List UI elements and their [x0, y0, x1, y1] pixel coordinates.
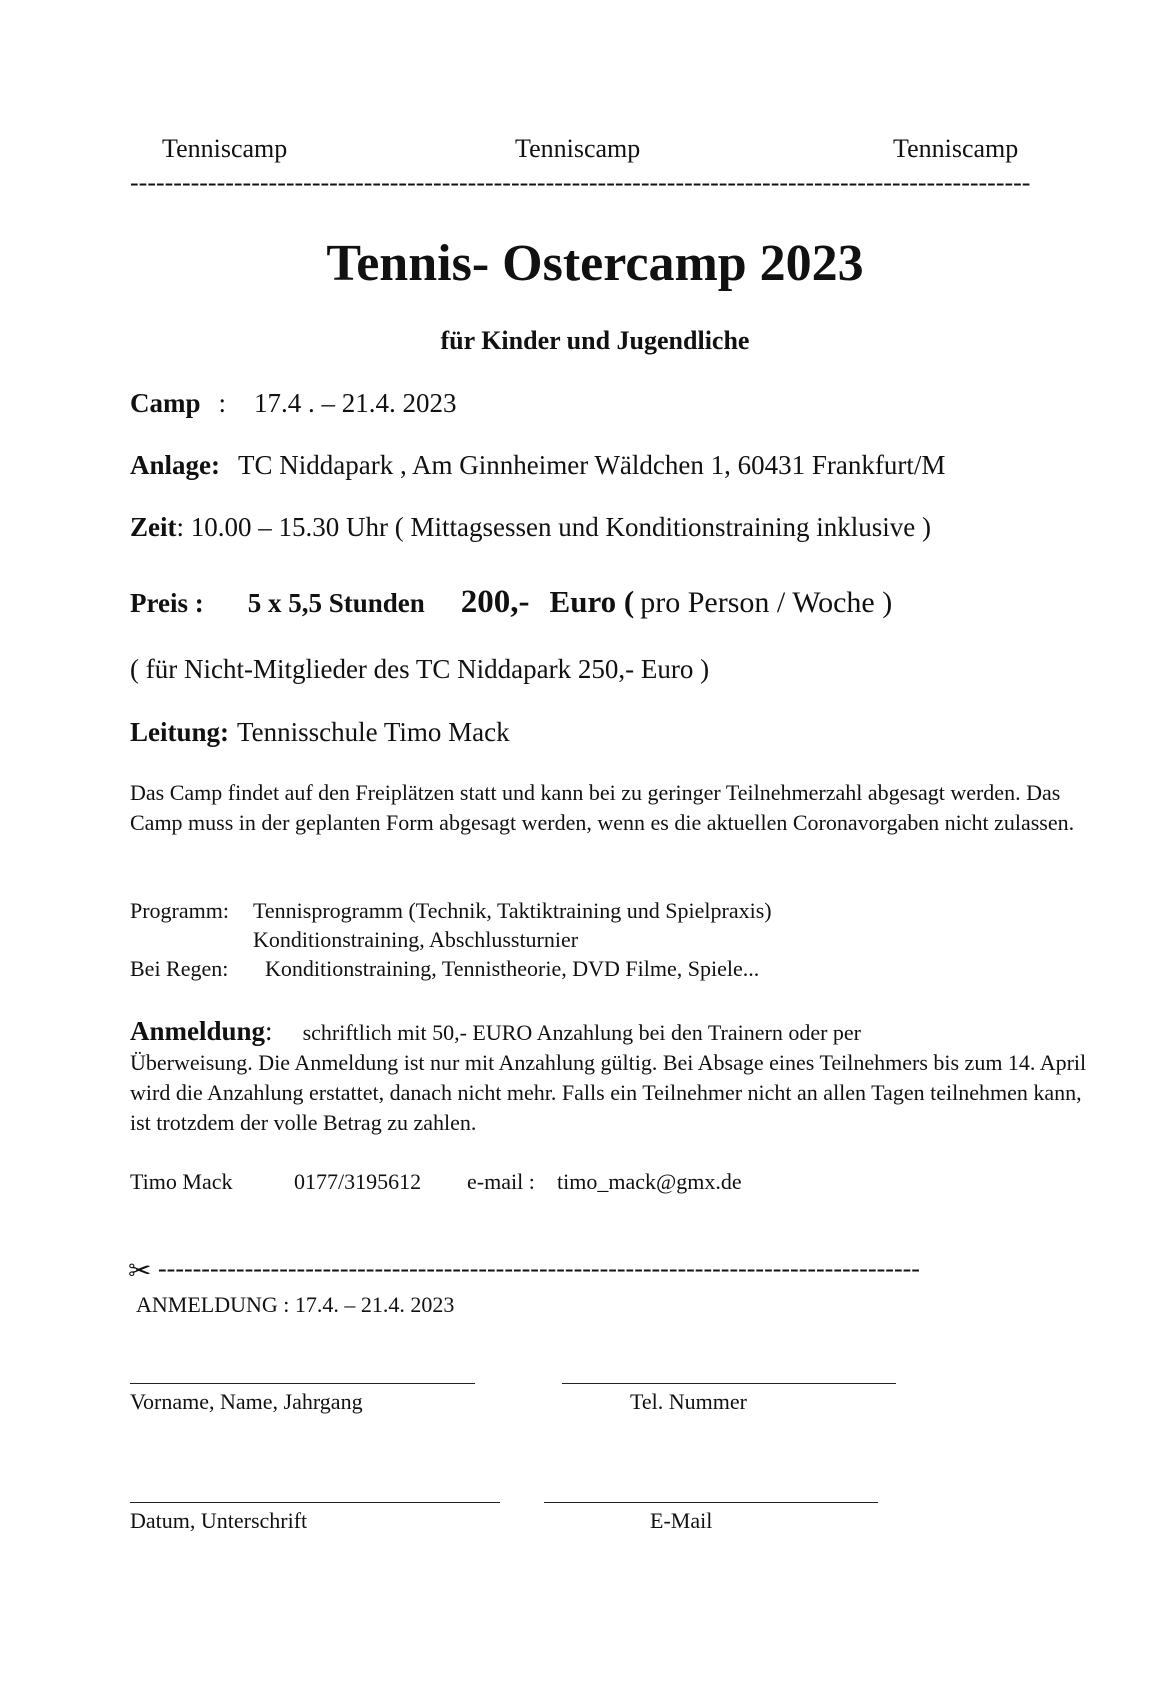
anlage-label: Anlage:: [130, 450, 220, 480]
name-field-line[interactable]: [130, 1383, 475, 1384]
email-field-label: E-Mail: [650, 1508, 713, 1533]
header-right: Tenniscamp: [893, 134, 1019, 163]
preis-per: pro Person / Woche ): [640, 586, 893, 619]
nonmember-note: ( für Nicht-Mitglieder des TC Niddapark 250,- Euro ): [130, 654, 710, 684]
zeit-value: : 10.00 – 15.30 Uhr ( Mittagsessen und Konditionstraining inklusive ): [176, 512, 931, 542]
email-field-line[interactable]: [544, 1502, 878, 1503]
page-subtitle: für Kinder und Jugendliche: [440, 326, 750, 355]
anmeldung-label: Anmeldung: [130, 1016, 266, 1046]
programm-label: Programm:: [130, 898, 229, 923]
preis-label: Preis :: [130, 588, 204, 618]
header-rule: --------------------------------------------------------------------------------------------------------: [130, 168, 1031, 197]
camp-row: [130, 388, 457, 419]
page-title: Tennis- Ostercamp 2023: [326, 235, 864, 292]
anmeldung-first: schriftlich mit 50,- EURO Anzahlung bei den Trainern oder per: [302, 1020, 862, 1045]
camp-sep: :: [218, 388, 227, 418]
preis-hours: 5 x 5,5 Stunden: [247, 588, 425, 618]
anmeldung-colon: :: [265, 1016, 273, 1046]
leitung-value: Tennisschule Timo Mack: [237, 717, 510, 747]
header-left: Tenniscamp: [162, 134, 288, 163]
contact-email: timo_mack@gmx.de: [557, 1169, 742, 1194]
contact-email-label: e-mail :: [467, 1169, 535, 1194]
signature-field-line[interactable]: [130, 1502, 500, 1503]
info-paragraph: Das Camp findet auf den Freiplätzen statt und kann bei zu geringer Teilnehmerzahl abgesagt werden. Das Camp muss in der geplanten Form abgesagt werden, wenn es die aktuellen Coronavorgaben nicht zulassen.: [130, 780, 1075, 835]
anmeldung-rest: Überweisung. Die Anmeldung ist nur mit Anzahlung gültig. Bei Absage eines Teilnehmers bis zum 14. April wird die Anzahlung erstattet, danach nicht mehr. Falls ein Teilnehmer nicht an allen Tagen teilnehmen kann, ist trotzdem der volle Betrag zu zahlen.: [130, 1050, 1087, 1135]
preis-currency: Euro (: [549, 584, 635, 619]
programm-line2: Konditionstraining, Abschlussturnier: [253, 927, 579, 952]
contact-phone: 0177/3195612: [294, 1169, 422, 1194]
rain-value: Konditionstraining, Tennistheorie, DVD Filme, Spiele...: [265, 956, 760, 981]
programm-line1: Tennisprogramm (Technik, Taktiktraining und Spielpraxis): [253, 898, 772, 923]
scissors-icon: ✂: [128, 1256, 152, 1287]
rain-label: Bei Regen:: [130, 956, 229, 981]
contact-name: Timo Mack: [130, 1169, 233, 1194]
preis-row: [130, 584, 892, 621]
anlage-row: [130, 450, 945, 481]
camp-label: Camp: [130, 388, 201, 418]
phone-field-label: Tel. Nummer: [630, 1389, 747, 1414]
leitung-row: [130, 717, 510, 748]
zeit-label: Zeit: [130, 512, 177, 542]
header-center: Tenniscamp: [515, 134, 641, 163]
camp-dates: 17.4 . – 21.4. 2023: [254, 388, 457, 418]
phone-field-line[interactable]: [562, 1383, 896, 1384]
anmeldung-block: [130, 1016, 1090, 1138]
zeit-row: [130, 512, 931, 543]
preis-amount: 200,-: [460, 584, 530, 620]
signature-field-label: Datum, Unterschrift: [130, 1508, 308, 1533]
leitung-label: Leitung:: [130, 717, 230, 747]
name-field-label: Vorname, Name, Jahrgang: [130, 1389, 363, 1414]
cut-rule: ----------------------------------------------------------------------------------------: [158, 1254, 920, 1283]
anlage-value: TC Niddapark , Am Ginnheimer Wäldchen 1, 60431 Frankfurt/M: [238, 450, 946, 480]
form-heading: ANMELDUNG : 17.4. – 21.4. 2023: [136, 1292, 455, 1317]
